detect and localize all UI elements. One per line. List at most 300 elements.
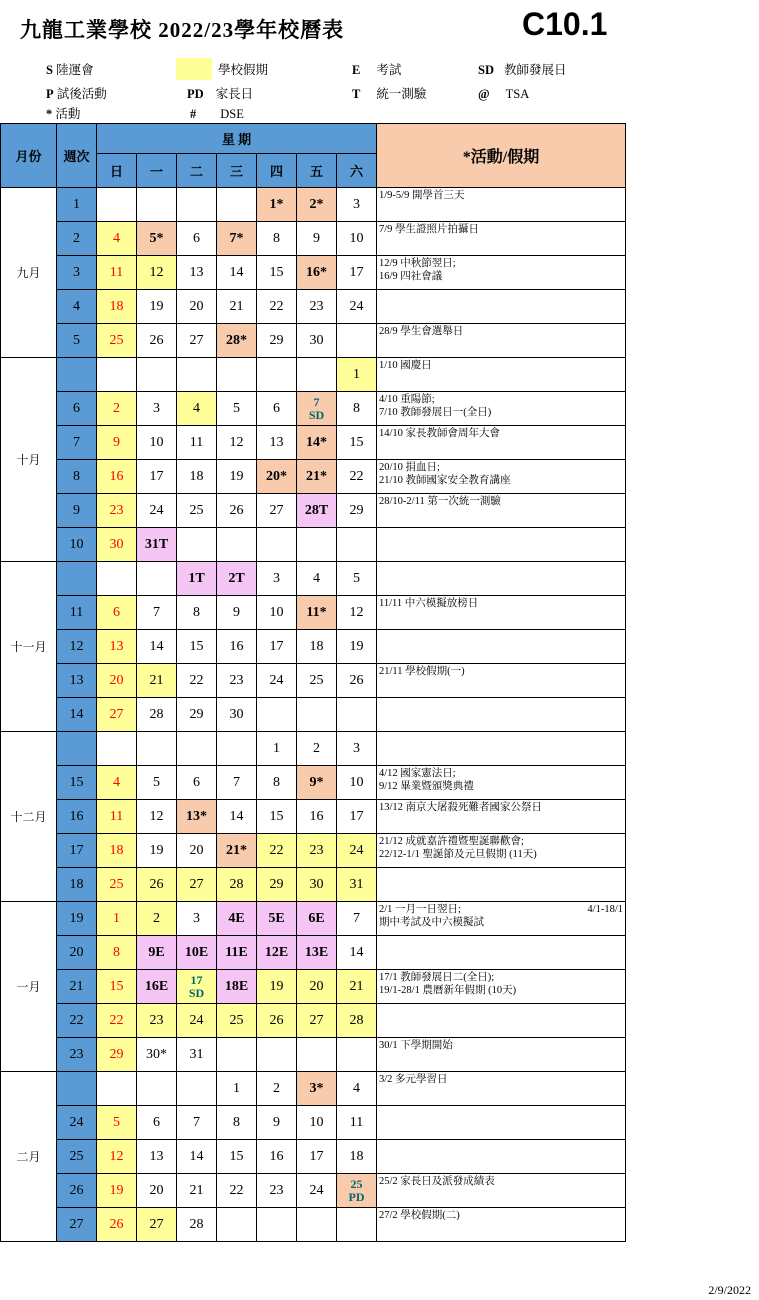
activity-note-line: 21/10 教師國家安全教育講座: [379, 475, 511, 486]
day-cell: 16: [257, 1140, 297, 1174]
day-cell: 23: [297, 290, 337, 324]
table-row: [1, 800, 626, 834]
day-cell: [297, 1208, 337, 1242]
week-cell: 16: [57, 800, 97, 834]
day-cell: 4: [97, 222, 137, 256]
activity-note-line: 期中考試及中六模擬試: [379, 917, 484, 928]
day-cell: [257, 1038, 297, 1072]
day-cell: [177, 188, 217, 222]
legend-p-key: P: [46, 87, 54, 101]
day-cell: 27: [137, 1208, 177, 1242]
day-cell: 13E: [297, 936, 337, 970]
legend-pd-key: PD: [187, 87, 204, 101]
day-cell: 16E: [137, 970, 177, 1004]
day-cell: 22: [177, 664, 217, 698]
week-cell: 2: [57, 222, 97, 256]
week-cell: 23: [57, 1038, 97, 1072]
day-cell: 9: [217, 596, 257, 630]
table-row: [1, 698, 626, 732]
day-cell: 6: [177, 766, 217, 800]
day-cell: 4: [177, 392, 217, 426]
activity-note-line: 1/9-5/9 開學首三天: [379, 190, 465, 201]
day-cell: 4E: [217, 902, 257, 936]
day-cell: [297, 392, 337, 426]
day-cell: 26: [337, 664, 377, 698]
day-cell: 6: [177, 222, 217, 256]
day-cell: 17: [257, 630, 297, 664]
day-cell: 18: [297, 630, 337, 664]
legend-sd-key: SD: [478, 63, 494, 77]
day-cell: 29: [177, 698, 217, 732]
day-cell: 1: [257, 732, 297, 766]
day-cell: 13: [137, 1140, 177, 1174]
activity-note-line: 4/12 國家憲法日;: [379, 768, 456, 779]
day-cell: [297, 698, 337, 732]
day-number: 25: [350, 1176, 363, 1191]
day-cell: 16*: [297, 256, 337, 290]
day-cell: 5: [137, 766, 177, 800]
legend-s-label: 陸運會: [56, 63, 94, 77]
day-cell: 19: [97, 1174, 137, 1208]
activity-note-line: 7/9 學生證照片拍攝日: [379, 224, 480, 235]
week-cell: 1: [57, 188, 97, 222]
day-cell: 14: [337, 936, 377, 970]
day-cell: 2: [137, 902, 177, 936]
day-cell: 1*: [257, 188, 297, 222]
day-cell: 7: [177, 1106, 217, 1140]
document-code: C10.1: [522, 6, 608, 42]
day-cell: 3: [177, 902, 217, 936]
day-cell: [97, 188, 137, 222]
day-cell: 7: [337, 902, 377, 936]
week-cell: 4: [57, 290, 97, 324]
day-cell: 19: [137, 834, 177, 868]
day-cell: 21: [217, 290, 257, 324]
day-cell: 27: [177, 324, 217, 358]
activity-note: [377, 256, 626, 290]
activity-note-line: 3/2 多元學習日: [379, 1074, 448, 1085]
table-row: [1, 1106, 626, 1140]
day-cell: 18: [97, 290, 137, 324]
legend-hash: [190, 106, 244, 122]
day-cell: 17: [297, 1140, 337, 1174]
day-cell: [137, 188, 177, 222]
legend-hash-label: DSE: [220, 107, 244, 121]
day-cell: 11: [337, 1106, 377, 1140]
day-cell: [137, 732, 177, 766]
day-cell: 3: [337, 188, 377, 222]
day-cell: 3*: [297, 1072, 337, 1106]
day-cell: 15: [257, 800, 297, 834]
day-cell: [297, 358, 337, 392]
table-row: [1, 902, 626, 936]
day-cell: 29: [337, 494, 377, 528]
day-cell: [217, 732, 257, 766]
table-row: [1, 188, 626, 222]
activity-note-line: 20/10 捐血日;: [379, 462, 440, 473]
activity-note-line: 11/11 中六模擬放榜日: [379, 598, 479, 609]
day-cell: 8: [97, 936, 137, 970]
activity-note: [377, 800, 626, 834]
day-cell: 10: [337, 766, 377, 800]
week-cell: 12: [57, 630, 97, 664]
activity-note: [377, 1004, 626, 1038]
month-cell: 十月: [1, 358, 57, 562]
month-cell: 二月: [1, 1072, 57, 1242]
legend-e: [352, 62, 401, 78]
legend-t: [352, 86, 426, 102]
week-cell: 22: [57, 1004, 97, 1038]
activity-note-line: 30/1 下學期開始: [379, 1040, 453, 1051]
activity-note-line: 19/1-28/1 農曆新年假期 (10天): [379, 985, 517, 996]
day-cell: 5: [97, 1106, 137, 1140]
day-cell: 28: [337, 1004, 377, 1038]
day-tag: SD: [188, 985, 205, 1000]
table-row: [1, 1004, 626, 1038]
day-cell: 26: [137, 324, 177, 358]
day-cell: [217, 1208, 257, 1242]
week-cell: 17: [57, 834, 97, 868]
day-cell: 15: [177, 630, 217, 664]
activity-note: [377, 324, 626, 358]
day-cell: 15: [97, 970, 137, 1004]
day-cell: 23: [257, 1174, 297, 1208]
legend-at: [478, 86, 529, 102]
day-cell: 4: [297, 562, 337, 596]
day-cell: 27: [297, 1004, 337, 1038]
week-cell: 26: [57, 1174, 97, 1208]
day-cell: 25: [97, 868, 137, 902]
day-cell: [177, 528, 217, 562]
day-cell: [297, 1038, 337, 1072]
week-cell: 20: [57, 936, 97, 970]
day-cell: 3: [257, 562, 297, 596]
day-cell: 22: [337, 460, 377, 494]
week-cell: 18: [57, 868, 97, 902]
legend-e-key: E: [352, 63, 361, 77]
day-cell: 28*: [217, 324, 257, 358]
day-cell: 14: [217, 256, 257, 290]
legend-pd: [187, 86, 253, 102]
table-row: [1, 1208, 626, 1242]
day-cell: [177, 732, 217, 766]
day-cell: 26: [97, 1208, 137, 1242]
page-title: 九龍工業學校 2022/23學年校曆表: [20, 18, 345, 42]
day-cell: 9: [297, 222, 337, 256]
week-cell: 24: [57, 1106, 97, 1140]
activity-note: [377, 460, 626, 494]
day-cell: 3: [337, 732, 377, 766]
day-cell: 3: [137, 392, 177, 426]
day-cell: 17: [137, 460, 177, 494]
activity-note: [377, 188, 626, 222]
activity-note: [377, 970, 626, 1004]
day-cell: 20: [137, 1174, 177, 1208]
day-cell: 11E: [217, 936, 257, 970]
day-cell: [217, 528, 257, 562]
table-row: [1, 290, 626, 324]
day-cell: 10: [257, 596, 297, 630]
activity-note: [377, 1038, 626, 1072]
activity-note: [377, 392, 626, 426]
table-row: [1, 256, 626, 290]
activity-note-line: 7/10 教師發展日一(全日): [379, 407, 492, 418]
day-cell: [137, 562, 177, 596]
day-cell: 25: [97, 324, 137, 358]
table-row: [1, 460, 626, 494]
activity-note-line: 4/10 重陽節;: [379, 394, 435, 405]
table-row: [1, 1072, 626, 1106]
activity-note: [377, 562, 626, 596]
table-row: [1, 426, 626, 460]
week-cell: 5: [57, 324, 97, 358]
activity-note: [377, 1072, 626, 1106]
day-cell: 9: [257, 1106, 297, 1140]
day-cell: 18: [177, 460, 217, 494]
day-cell: 7*: [217, 222, 257, 256]
day-cell: 1: [217, 1072, 257, 1106]
week-cell: [57, 1072, 97, 1106]
day-cell: [137, 1072, 177, 1106]
day-cell: 1: [337, 358, 377, 392]
day-cell: 22: [257, 290, 297, 324]
table-row: [1, 392, 626, 426]
legend-at-key: @: [478, 87, 490, 101]
day-cell: 8: [337, 392, 377, 426]
week-cell: [57, 562, 97, 596]
day-cell: 26: [137, 868, 177, 902]
activity-note-line: 13/12 南京大屠殺死難者國家公祭日: [379, 802, 543, 813]
activity-note-line: 28/10-2/11 第一次統一測驗: [379, 496, 501, 507]
day-cell: 23: [217, 664, 257, 698]
day-cell: 12: [137, 256, 177, 290]
day-cell: 18: [337, 1140, 377, 1174]
day-cell: 4: [97, 766, 137, 800]
day-cell: [217, 1038, 257, 1072]
day-cell: 11: [97, 800, 137, 834]
activity-note: [377, 664, 626, 698]
day-cell: 10: [297, 1106, 337, 1140]
activity-note: [377, 698, 626, 732]
activity-note-line: 1/10 國慶日: [379, 360, 432, 371]
activity-note: [377, 902, 626, 936]
table-row: [1, 936, 626, 970]
day-cell: 7: [217, 766, 257, 800]
header-day-mon: 一: [137, 154, 177, 188]
activity-note: [377, 1174, 626, 1208]
day-cell: 23: [297, 834, 337, 868]
day-cell: 12: [217, 426, 257, 460]
week-cell: 9: [57, 494, 97, 528]
table-row: [1, 494, 626, 528]
day-cell: 6: [97, 596, 137, 630]
day-cell: 28T: [297, 494, 337, 528]
day-cell: 30: [97, 528, 137, 562]
day-cell: 2: [257, 1072, 297, 1106]
day-cell: 11: [97, 256, 137, 290]
day-cell: 13: [257, 426, 297, 460]
day-cell: 30: [297, 868, 337, 902]
day-cell: 29: [97, 1038, 137, 1072]
day-cell: 21*: [297, 460, 337, 494]
day-cell: 20: [177, 290, 217, 324]
day-cell: 30: [297, 324, 337, 358]
day-cell: 14: [177, 1140, 217, 1174]
legend-sd: [478, 62, 567, 78]
activity-note-line: 9/12 畢業暨頒獎典禮: [379, 781, 474, 792]
day-cell: 23: [137, 1004, 177, 1038]
day-cell: 5*: [137, 222, 177, 256]
week-cell: 10: [57, 528, 97, 562]
activity-note: [377, 528, 626, 562]
day-cell: 20*: [257, 460, 297, 494]
day-cell: 24: [297, 1174, 337, 1208]
day-cell: [217, 188, 257, 222]
week-cell: 8: [57, 460, 97, 494]
day-cell: [97, 358, 137, 392]
day-cell: [97, 732, 137, 766]
week-cell: 3: [57, 256, 97, 290]
day-cell: 2: [297, 732, 337, 766]
day-cell: [337, 1038, 377, 1072]
activity-note-line: 25/2 家長日及派發成績表: [379, 1176, 495, 1187]
table-row: [1, 222, 626, 256]
day-cell: [177, 358, 217, 392]
day-cell: 11*: [297, 596, 337, 630]
activity-note-line: 28/9 學生會選舉日: [379, 326, 464, 337]
legend-s-key: S: [46, 63, 53, 77]
activity-note: [377, 1140, 626, 1174]
day-cell: [97, 562, 137, 596]
day-cell: 22: [97, 1004, 137, 1038]
week-cell: 27: [57, 1208, 97, 1242]
activity-note: [377, 494, 626, 528]
day-cell: 18E: [217, 970, 257, 1004]
day-cell: 21: [177, 1174, 217, 1208]
day-cell: 28: [137, 698, 177, 732]
day-cell: 25: [177, 494, 217, 528]
day-cell: 19: [337, 630, 377, 664]
day-cell: 5: [217, 392, 257, 426]
day-cell: 7: [137, 596, 177, 630]
day-cell: 18: [97, 834, 137, 868]
day-cell: 26: [257, 1004, 297, 1038]
day-cell: 14: [217, 800, 257, 834]
header-day-thu: 四: [257, 154, 297, 188]
day-cell: 30*: [137, 1038, 177, 1072]
day-cell: 1T: [177, 562, 217, 596]
month-cell: 十一月: [1, 562, 57, 732]
table-row: [1, 766, 626, 800]
day-cell: [257, 698, 297, 732]
week-cell: 21: [57, 970, 97, 1004]
activity-note: [377, 1208, 626, 1242]
day-cell: 10: [137, 426, 177, 460]
day-cell: 1: [97, 902, 137, 936]
activity-note: [377, 596, 626, 630]
day-cell: 5E: [257, 902, 297, 936]
day-tag: SD: [308, 407, 325, 422]
table-row: [1, 596, 626, 630]
day-cell: 8: [177, 596, 217, 630]
week-cell: 7: [57, 426, 97, 460]
day-cell: 19: [217, 460, 257, 494]
table-row: [1, 868, 626, 902]
day-cell: 16: [97, 460, 137, 494]
day-cell: 9: [97, 426, 137, 460]
day-cell: 6: [137, 1106, 177, 1140]
calendar-body: [1, 188, 626, 1242]
legend-sd-label: 教師發展日: [503, 63, 567, 77]
table-row: [1, 358, 626, 392]
day-cell: 27: [257, 494, 297, 528]
day-cell: 21: [137, 664, 177, 698]
day-cell: 31: [177, 1038, 217, 1072]
day-cell: 29: [257, 324, 297, 358]
day-cell: 10E: [177, 936, 217, 970]
activity-note: [377, 1106, 626, 1140]
day-cell: 31T: [137, 528, 177, 562]
month-cell: 九月: [1, 188, 57, 358]
day-cell: [297, 528, 337, 562]
day-cell: 2T: [217, 562, 257, 596]
day-cell: 24: [337, 290, 377, 324]
header-month: 月份: [1, 124, 57, 188]
activity-note-line: 27/2 學校假期(二): [379, 1210, 460, 1221]
activity-note: [377, 630, 626, 664]
day-cell: 17: [337, 800, 377, 834]
day-cell: 21: [337, 970, 377, 1004]
day-cell: 16: [217, 630, 257, 664]
month-cell: 十二月: [1, 732, 57, 902]
header-day-sat: 六: [337, 154, 377, 188]
day-number: 17: [190, 972, 203, 987]
week-cell: 6: [57, 392, 97, 426]
month-cell: 一月: [1, 902, 57, 1072]
header-day-sun: 日: [97, 154, 137, 188]
day-cell: 12: [97, 1140, 137, 1174]
table-row: [1, 528, 626, 562]
day-cell: 2: [97, 392, 137, 426]
week-cell: 11: [57, 596, 97, 630]
day-cell: 25: [297, 664, 337, 698]
legend-e-label: 考試: [376, 63, 402, 77]
day-cell: 8: [257, 222, 297, 256]
day-cell: 17: [337, 256, 377, 290]
day-cell: 12: [137, 800, 177, 834]
day-number: 7: [313, 394, 320, 409]
legend-t-label: 統一測驗: [376, 87, 427, 101]
day-cell: 28: [217, 868, 257, 902]
day-cell: 12: [337, 596, 377, 630]
day-cell: 24: [337, 834, 377, 868]
table-row: [1, 630, 626, 664]
day-cell: 24: [177, 1004, 217, 1038]
legend-p-label: 試後活動: [56, 87, 107, 101]
legend-at-label: TSA: [505, 87, 530, 101]
day-cell: 8: [257, 766, 297, 800]
day-cell: 14: [137, 630, 177, 664]
day-cell: [97, 1072, 137, 1106]
activity-note-line: 2/1 一月一日翌日;: [379, 904, 461, 915]
week-cell: 13: [57, 664, 97, 698]
activity-note: [377, 358, 626, 392]
day-cell: 19: [137, 290, 177, 324]
week-cell: [57, 732, 97, 766]
legend-pd-label: 家長日: [215, 87, 254, 101]
legend-star-key: *: [46, 107, 53, 121]
day-cell: 24: [137, 494, 177, 528]
